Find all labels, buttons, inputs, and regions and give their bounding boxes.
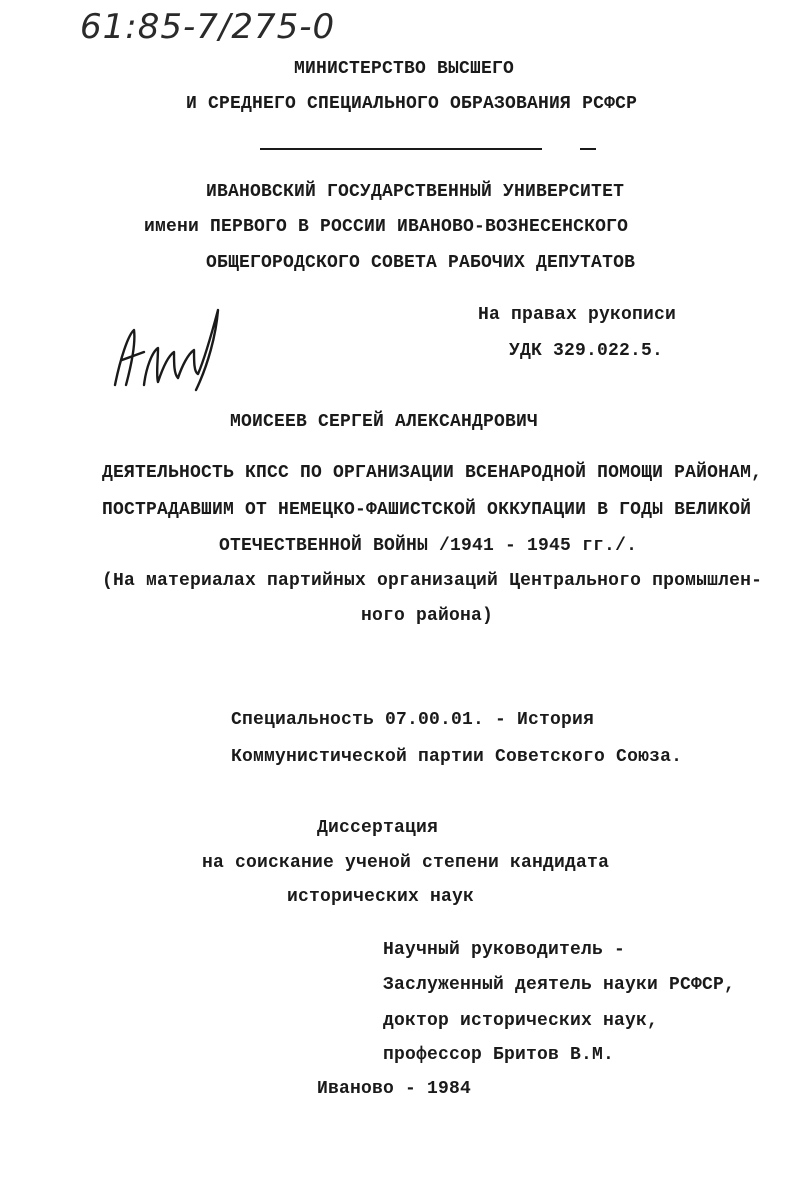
signature <box>100 290 240 400</box>
specialty-line-1: Специальность 07.00.01. - История <box>231 710 595 730</box>
dissertation-line-1: Диссертация <box>317 818 439 838</box>
udk-code: УДК 329.022.5. <box>509 341 664 361</box>
supervisor-line-1: Научный руководитель - <box>383 940 626 960</box>
ministry-line-2: И СРЕДНЕГО СПЕЦИАЛЬНОГО ОБРАЗОВАНИЯ РСФСР <box>186 94 638 114</box>
specialty-line-2: Коммунистической партии Советского Союза. <box>231 747 683 767</box>
dissertation-line-2: на соискание ученой степени кандидата <box>202 853 610 873</box>
university-line-1: ИВАНОВСКИЙ ГОСУДАРСТВЕННЫЙ УНИВЕРСИТЕТ <box>206 182 625 202</box>
dissertation-line-3: исторических наук <box>287 887 475 907</box>
supervisor-line-4: профессор Бритов В.М. <box>383 1045 615 1065</box>
supervisor-line-2: Заслуженный деятель науки РСФСР, <box>383 975 736 995</box>
title-line-2: ПОСТРАДАВШИМ ОТ НЕМЕЦКО-ФАШИСТСКОЙ ОККУПАЦИИ В ГОДЫ ВЕЛИКОЙ <box>102 500 752 520</box>
manuscript-rights: На правах рукописи <box>478 305 677 325</box>
university-line-3: ОБЩЕГОРОДСКОГО СОВЕТА РАБОЧИХ ДЕПУТАТОВ <box>206 253 636 273</box>
header-divider <box>260 148 542 150</box>
author-name: МОИСЕЕВ СЕРГЕЙ АЛЕКСАНДРОВИЧ <box>230 412 539 432</box>
supervisor-line-3: доктор исторических наук, <box>383 1011 659 1031</box>
subtitle-line-1: (На материалах партийных организаций Центрального промышлен- <box>102 571 763 591</box>
archive-code: 61:85-7/275-0 <box>80 7 336 47</box>
ministry-line-1: МИНИСТЕРСТВО ВЫСШЕГО <box>294 59 515 79</box>
university-line-2: имени ПЕРВОГО В РОССИИ ИВАНОВО-ВОЗНЕСЕНСКОГО <box>144 217 629 237</box>
subtitle-line-2: ного района) <box>361 606 494 626</box>
divider-mark <box>580 148 596 150</box>
title-line-1: ДЕЯТЕЛЬНОСТЬ КПСС ПО ОРГАНИЗАЦИИ ВСЕНАРОДНОЙ ПОМОЩИ РАЙОНАМ, <box>102 463 763 483</box>
title-line-3: ОТЕЧЕСТВЕННОЙ ВОЙНЫ /1941 - 1945 гг./. <box>219 536 638 556</box>
place-year: Иваново - 1984 <box>317 1079 472 1099</box>
